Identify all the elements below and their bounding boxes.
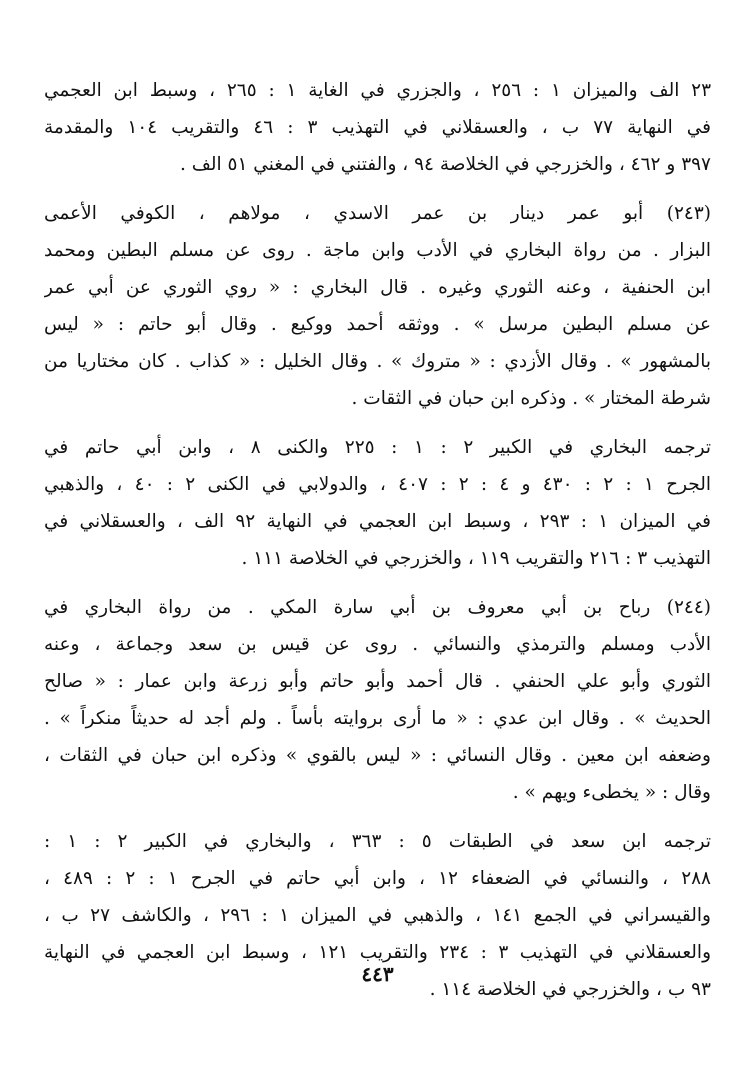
text-line: الحديث » . وقال ابن عدي : « ما أرى بروايته بأساً . ولم أجد له حديثاً منكراً » .: [44, 708, 711, 729]
text-line: (٢٤٣) أبو عمر دينار بن عمر الاسدي ، مولاهم ، الكوفي الأعمى: [44, 203, 711, 224]
text-line: في النهاية ٧٧ ب ، والعسقلاني في التهذيب ٣ : ٤٦ والتقريب ١٠٤ والمقدمة: [44, 117, 711, 138]
text-line: وضعفه ابن معين . وقال النسائي : « ليس بالقوي » وذكره ابن حبان في الثقات ،: [44, 745, 711, 766]
text-line: والقيسراني في الجمع ١٤١ ، والذهبي في الميزان ١ : ٢٩٦ ، والكاشف ٢٧ ب ،: [44, 905, 711, 926]
text-line: التهذيب ٣ : ٢١٦ والتقريب ١١٩ ، والخزرجي في الخلاصة ١١١ .: [241, 548, 711, 569]
text-line: بالمشهور » . وقال الأزدي : « متروك » . وقال الخليل : « كذاب . كان مختاريا من: [44, 351, 711, 372]
text-line: شرطة المختار » . وذكره ابن حبان في الثقات .: [351, 388, 711, 409]
text-line: (٢٤٤) رباح بن أبي معروف بن أبي سارة المكي . من رواة البخاري في: [44, 597, 711, 618]
entry-243: [44, 195, 711, 417]
text-line: البزار . من رواة البخاري في الأدب وابن ماجة . روى عن مسلم البطين ومحمد: [44, 240, 711, 261]
entry-243-sources: [44, 429, 711, 577]
text-line: ترجمه البخاري في الكبير ٢ : ١ : ٢٢٥ والكنى ٨ ، وابن أبي حاتم في: [44, 437, 711, 458]
text-line: ٣٩٧ و ٤٦٢ ، والخزرجي في الخلاصة ٩٤ ، والفتني في المغني ٥١ الف .: [179, 154, 711, 175]
text-line: وقال : « يخطىء ويهم » .: [512, 782, 711, 803]
page-body: [44, 72, 711, 1008]
paragraph-continuation: [44, 72, 711, 183]
text-line: ابن الحنفية ، وعنه الثوري وغيره . قال البخاري : « روي الثوري عن أبي عمر: [44, 277, 711, 298]
text-line: ٩٣ ب ، والخزرجي في الخلاصة ١١٤ .: [429, 979, 711, 1000]
text-line: عن مسلم البطين مرسل » . ووثقه أحمد ووكيع . وقال أبو حاتم : « ليس: [44, 314, 711, 335]
page-number: ٤٤٣: [361, 962, 394, 986]
text-line: والعسقلاني في التهذيب ٣ : ٢٣٤ والتقريب ١٢١ ، وسبط ابن العجمي في النهاية: [44, 942, 711, 963]
text-line: ٢٣ الف والميزان ١ : ٢٥٦ ، والجزري في الغاية ١ : ٢٦٥ ، وسبط ابن العجمي: [44, 80, 711, 101]
text-line: الجرح ١ : ٢ : ٤٣٠ و ٤ : ٢ : ٤٠٧ ، والدولابي في الكنى ٢ : ٤٠ ، والذهبي: [44, 474, 711, 495]
text-line: ٢٨٨ ، والنسائي في الضعفاء ١٢ ، وابن أبي حاتم في الجرح ١ : ٢ : ٤٨٩ ،: [44, 868, 711, 889]
text-line: الأدب ومسلم والترمذي والنسائي . روى عن قيس بن سعد وجماعة ، وعنه: [44, 634, 711, 655]
text-line: الثوري وأبو علي الحنفي . قال أحمد وأبو حاتم وأبو زرعة وابن عمار : « صالح: [44, 671, 711, 692]
text-line: ترجمه ابن سعد في الطبقات ٥ : ٣٦٣ ، والبخاري في الكبير ٢ : ١ :: [44, 831, 711, 852]
entry-244: [44, 589, 711, 811]
text-line: في الميزان ١ : ٢٩٣ ، وسبط ابن العجمي في النهاية ٩٢ الف ، والعسقلاني في: [44, 511, 711, 532]
